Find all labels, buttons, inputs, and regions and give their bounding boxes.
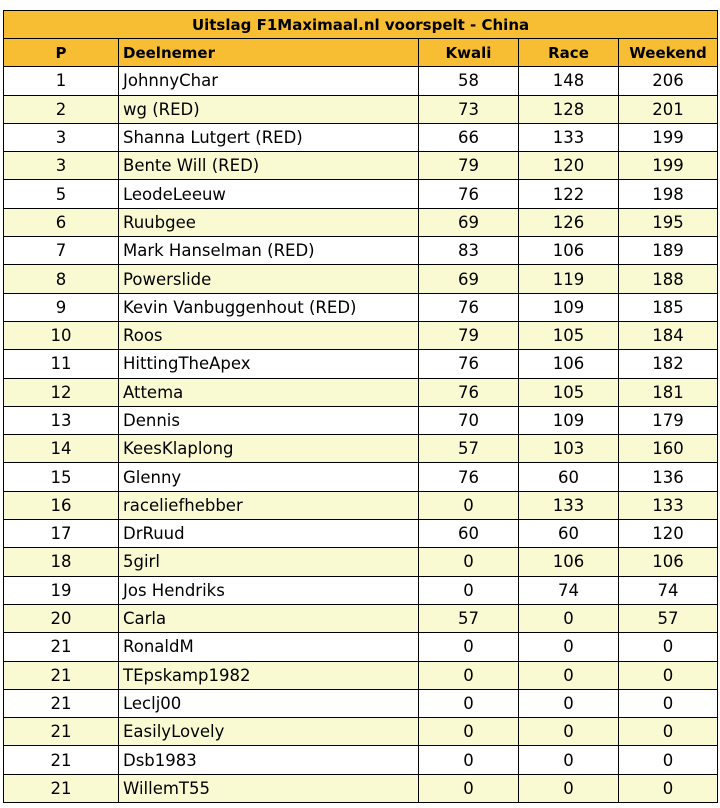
results-sheet <box>3 10 717 803</box>
qualifying-cell[interactable]: 0 <box>419 746 519 774</box>
qualifying-cell[interactable]: 57 <box>419 435 519 463</box>
position-cell[interactable]: 7 <box>4 237 119 265</box>
position-cell[interactable]: 10 <box>4 321 119 349</box>
table-row <box>4 123 718 151</box>
participant-cell[interactable]: Powerslide <box>119 265 419 293</box>
table-row <box>4 152 718 180</box>
position-cell[interactable]: 2 <box>4 95 119 123</box>
race-cell[interactable]: 133 <box>519 491 619 519</box>
participant-cell[interactable]: TEpskamp1982 <box>119 661 419 689</box>
race-cell[interactable]: 128 <box>519 95 619 123</box>
race-cell[interactable]: 148 <box>519 67 619 95</box>
qualifying-cell[interactable]: 60 <box>419 520 519 548</box>
participant-cell[interactable]: WillemT55 <box>119 774 419 802</box>
position-cell[interactable]: 21 <box>4 746 119 774</box>
participant-cell[interactable]: Shanna Lutgert (RED) <box>119 123 419 151</box>
participant-cell[interactable]: wg (RED) <box>119 95 419 123</box>
race-cell[interactable]: 126 <box>519 208 619 236</box>
race-cell[interactable]: 119 <box>519 265 619 293</box>
position-cell[interactable]: 3 <box>4 123 119 151</box>
weekend-cell[interactable]: 206 <box>619 67 718 95</box>
participant-cell[interactable]: Mark Hanselman (RED) <box>119 237 419 265</box>
position-cell[interactable]: 1 <box>4 67 119 95</box>
position-cell[interactable]: 21 <box>4 718 119 746</box>
position-cell[interactable]: 3 <box>4 152 119 180</box>
participant-cell[interactable]: HittingTheApex <box>119 350 419 378</box>
table-row <box>4 95 718 123</box>
table-row <box>4 746 718 774</box>
qualifying-cell[interactable]: 0 <box>419 633 519 661</box>
table-row <box>4 406 718 434</box>
position-cell[interactable]: 16 <box>4 491 119 519</box>
weekend-cell[interactable]: 0 <box>619 746 718 774</box>
participant-cell[interactable]: Dsb1983 <box>119 746 419 774</box>
participant-cell[interactable]: KeesKlaplong <box>119 435 419 463</box>
position-cell[interactable]: 15 <box>4 463 119 491</box>
position-cell[interactable]: 21 <box>4 661 119 689</box>
qualifying-cell[interactable]: 0 <box>419 548 519 576</box>
qualifying-cell[interactable]: 76 <box>419 180 519 208</box>
race-cell[interactable]: 0 <box>519 604 619 632</box>
weekend-cell[interactable]: 74 <box>619 576 718 604</box>
race-cell[interactable]: 105 <box>519 321 619 349</box>
qualifying-cell[interactable]: 76 <box>419 350 519 378</box>
qualifying-cell[interactable]: 0 <box>419 661 519 689</box>
position-cell[interactable]: 13 <box>4 406 119 434</box>
results-table <box>3 10 718 803</box>
weekend-cell[interactable]: 0 <box>619 718 718 746</box>
race-cell[interactable]: 0 <box>519 633 619 661</box>
qualifying-cell[interactable]: 83 <box>419 237 519 265</box>
position-cell[interactable]: 19 <box>4 576 119 604</box>
qualifying-cell[interactable]: 79 <box>419 321 519 349</box>
table-row <box>4 633 718 661</box>
race-cell[interactable]: 105 <box>519 378 619 406</box>
header-weekend[interactable]: Weekend <box>619 39 718 67</box>
participant-cell[interactable]: RonaldM <box>119 633 419 661</box>
race-cell[interactable]: 109 <box>519 406 619 434</box>
weekend-cell[interactable]: 199 <box>619 123 718 151</box>
participant-cell[interactable]: Kevin Vanbuggenhout (RED) <box>119 293 419 321</box>
weekend-cell[interactable]: 133 <box>619 491 718 519</box>
position-cell[interactable]: 21 <box>4 689 119 717</box>
weekend-cell[interactable]: 0 <box>619 689 718 717</box>
race-cell[interactable]: 74 <box>519 576 619 604</box>
qualifying-cell[interactable]: 69 <box>419 265 519 293</box>
results-body <box>4 67 718 803</box>
title-row <box>4 11 718 39</box>
table-row <box>4 491 718 519</box>
table-row <box>4 180 718 208</box>
position-cell[interactable]: 21 <box>4 774 119 802</box>
participant-cell[interactable]: Ruubgee <box>119 208 419 236</box>
header-qualifying[interactable]: Kwali <box>419 39 519 67</box>
position-cell[interactable]: 6 <box>4 208 119 236</box>
participant-cell[interactable]: Carla <box>119 604 419 632</box>
race-cell[interactable]: 106 <box>519 548 619 576</box>
qualifying-cell[interactable]: 73 <box>419 95 519 123</box>
table-row <box>4 208 718 236</box>
participant-cell[interactable]: Leclj00 <box>119 689 419 717</box>
table-row <box>4 689 718 717</box>
table-row <box>4 576 718 604</box>
race-cell[interactable]: 0 <box>519 746 619 774</box>
race-cell[interactable]: 133 <box>519 123 619 151</box>
qualifying-cell[interactable]: 0 <box>419 491 519 519</box>
weekend-cell[interactable]: 198 <box>619 180 718 208</box>
race-cell[interactable]: 106 <box>519 350 619 378</box>
table-row <box>4 604 718 632</box>
race-cell[interactable]: 122 <box>519 180 619 208</box>
qualifying-cell[interactable]: 0 <box>419 718 519 746</box>
qualifying-cell[interactable]: 69 <box>419 208 519 236</box>
race-cell[interactable]: 109 <box>519 293 619 321</box>
weekend-cell[interactable]: 0 <box>619 774 718 802</box>
table-row <box>4 293 718 321</box>
participant-cell[interactable]: 5girl <box>119 548 419 576</box>
participant-cell[interactable]: Jos Hendriks <box>119 576 419 604</box>
qualifying-cell[interactable]: 57 <box>419 604 519 632</box>
header-position[interactable]: P <box>4 39 119 67</box>
position-cell[interactable]: 17 <box>4 520 119 548</box>
participant-cell[interactable]: Dennis <box>119 406 419 434</box>
position-cell[interactable]: 8 <box>4 265 119 293</box>
weekend-cell[interactable]: 182 <box>619 350 718 378</box>
weekend-cell[interactable]: 160 <box>619 435 718 463</box>
position-cell[interactable]: 5 <box>4 180 119 208</box>
participant-cell[interactable]: Bente Will (RED) <box>119 152 419 180</box>
weekend-cell[interactable]: 185 <box>619 293 718 321</box>
weekend-cell[interactable]: 189 <box>619 237 718 265</box>
table-row <box>4 435 718 463</box>
table-row <box>4 774 718 802</box>
race-cell[interactable]: 0 <box>519 718 619 746</box>
table-title: Uitslag F1Maximaal.nl voorspelt - China <box>4 11 718 39</box>
race-cell[interactable]: 0 <box>519 689 619 717</box>
race-cell[interactable]: 60 <box>519 520 619 548</box>
weekend-cell[interactable]: 181 <box>619 378 718 406</box>
weekend-cell[interactable]: 195 <box>619 208 718 236</box>
weekend-cell[interactable]: 188 <box>619 265 718 293</box>
position-cell[interactable]: 20 <box>4 604 119 632</box>
qualifying-cell[interactable]: 70 <box>419 406 519 434</box>
qualifying-cell[interactable]: 0 <box>419 576 519 604</box>
weekend-cell[interactable]: 199 <box>619 152 718 180</box>
weekend-cell[interactable]: 136 <box>619 463 718 491</box>
position-cell[interactable]: 14 <box>4 435 119 463</box>
race-cell[interactable]: 106 <box>519 237 619 265</box>
weekend-cell[interactable]: 184 <box>619 321 718 349</box>
position-cell[interactable]: 9 <box>4 293 119 321</box>
participant-cell[interactable]: raceliefhebber <box>119 491 419 519</box>
table-row <box>4 265 718 293</box>
weekend-cell[interactable]: 0 <box>619 661 718 689</box>
qualifying-cell[interactable]: 76 <box>419 463 519 491</box>
participant-cell[interactable]: Glenny <box>119 463 419 491</box>
qualifying-cell[interactable]: 76 <box>419 293 519 321</box>
header-race[interactable]: Race <box>519 39 619 67</box>
position-cell[interactable]: 18 <box>4 548 119 576</box>
qualifying-cell[interactable]: 0 <box>419 689 519 717</box>
participant-cell[interactable]: LeodeLeeuw <box>119 180 419 208</box>
header-participant[interactable]: Deelnemer <box>119 39 419 67</box>
table-row <box>4 321 718 349</box>
qualifying-cell[interactable]: 76 <box>419 378 519 406</box>
participant-cell[interactable]: DrRuud <box>119 520 419 548</box>
table-row <box>4 548 718 576</box>
participant-cell[interactable]: EasilyLovely <box>119 718 419 746</box>
table-row <box>4 378 718 406</box>
race-cell[interactable]: 120 <box>519 152 619 180</box>
qualifying-cell[interactable]: 79 <box>419 152 519 180</box>
race-cell[interactable]: 0 <box>519 661 619 689</box>
weekend-cell[interactable]: 179 <box>619 406 718 434</box>
table-row <box>4 661 718 689</box>
weekend-cell[interactable]: 57 <box>619 604 718 632</box>
weekend-cell[interactable]: 201 <box>619 95 718 123</box>
table-row <box>4 520 718 548</box>
table-row <box>4 718 718 746</box>
participant-cell[interactable]: Attema <box>119 378 419 406</box>
qualifying-cell[interactable]: 58 <box>419 67 519 95</box>
header-row <box>4 39 718 67</box>
weekend-cell[interactable]: 106 <box>619 548 718 576</box>
weekend-cell[interactable]: 0 <box>619 633 718 661</box>
weekend-cell[interactable]: 120 <box>619 520 718 548</box>
position-cell[interactable]: 12 <box>4 378 119 406</box>
table-row <box>4 463 718 491</box>
qualifying-cell[interactable]: 0 <box>419 774 519 802</box>
race-cell[interactable]: 103 <box>519 435 619 463</box>
table-row <box>4 237 718 265</box>
participant-cell[interactable]: Roos <box>119 321 419 349</box>
position-cell[interactable]: 21 <box>4 633 119 661</box>
table-row <box>4 350 718 378</box>
table-row <box>4 67 718 95</box>
race-cell[interactable]: 0 <box>519 774 619 802</box>
qualifying-cell[interactable]: 66 <box>419 123 519 151</box>
participant-cell[interactable]: JohnnyChar <box>119 67 419 95</box>
position-cell[interactable]: 11 <box>4 350 119 378</box>
race-cell[interactable]: 60 <box>519 463 619 491</box>
